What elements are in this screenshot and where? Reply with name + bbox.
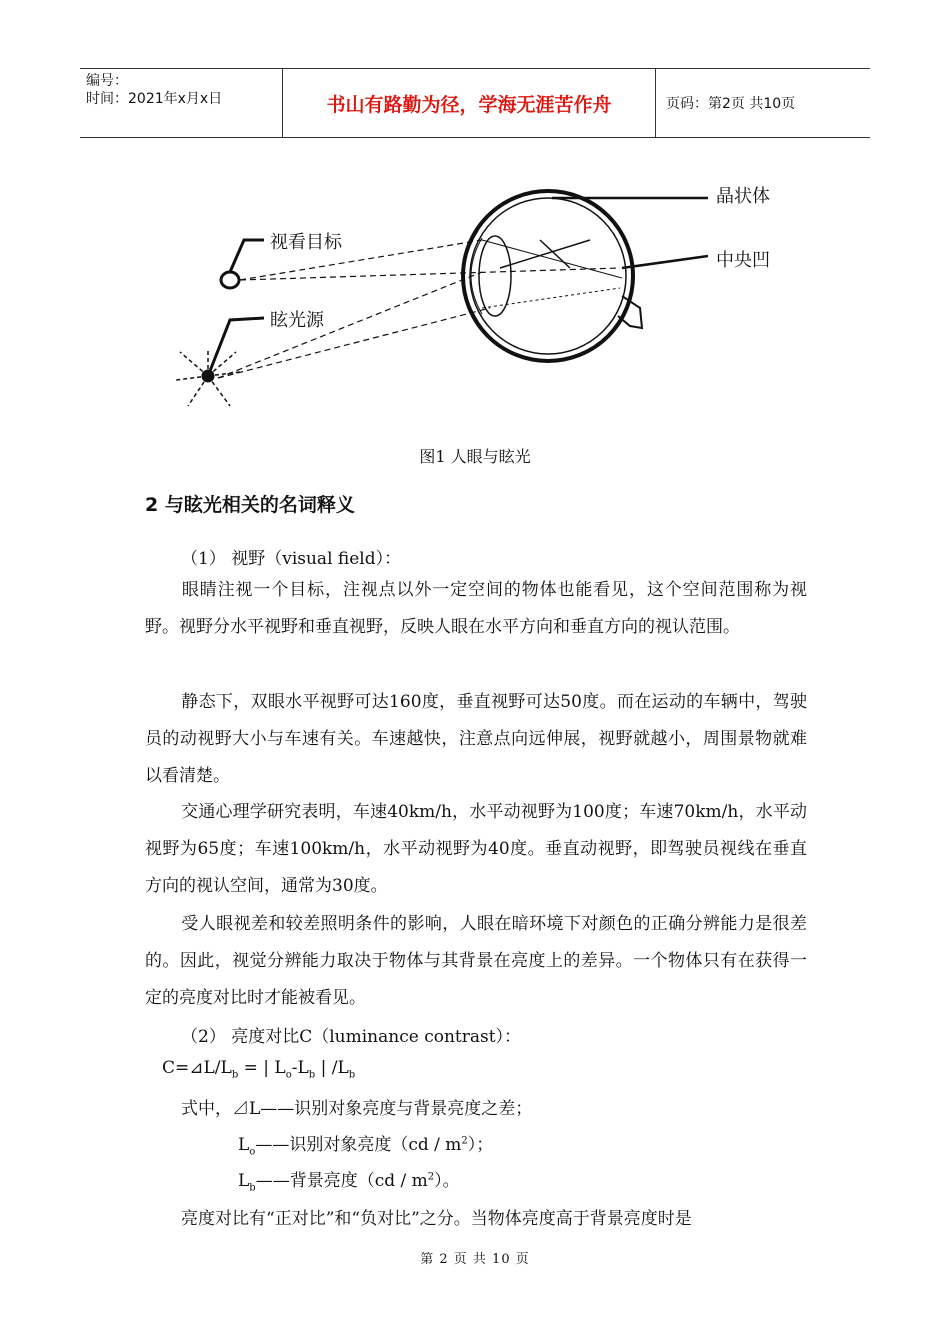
definition-delta-l: 式中，⊿L——识别对象亮度与背景亮度之差；: [181, 1099, 533, 1119]
eyeball-inner: [470, 198, 626, 354]
definition-lo: $L_o——$识别对象亮度$(cd / m^2)$；: [238, 1135, 494, 1158]
formula: $C=⊿L/L_b$ = | $L_o-L_b$ | $/L_b$: [162, 1058, 356, 1081]
time-label: 时间：2021年x月x日: [86, 91, 223, 107]
label-target: 视看目标: [270, 232, 342, 253]
paragraph-1: 眼睛注视一个目标，注视点以外一定空间的物体也能看见，这个空间范围称为视野。视野分水平视野和垂直视野，反映人眼在水平方向和垂直方向的视认范围。: [145, 580, 807, 637]
page-footer: 第 2 页 共 10 页: [420, 1252, 530, 1267]
eye-glare-figure: [160, 168, 800, 418]
item2-title: （2） 亮度对比C（luminance contrast）：: [181, 1027, 522, 1047]
fovea-leader: [622, 256, 708, 268]
glare-leader: [208, 318, 264, 376]
definition-lb: $L_b——$背景亮度$(cd / m^2)$。: [238, 1171, 460, 1194]
ray-refract-2: [482, 288, 620, 308]
paragraph-2: 静态下，双眼水平视野可达160度，垂直视野可达50度。而在运动的车辆中，驾驶员的动视野大小与车速有关。车速越快，注意点向远伸展，视野就越小，周围景物就难以看清楚。: [145, 692, 807, 786]
last-line: 亮度对比有“正对比”和“负对比”之分。当物体亮度高于背景亮度时是: [181, 1209, 692, 1229]
section-title: 2 与眩光相关的名词释义: [145, 494, 355, 516]
target-object: [221, 272, 239, 288]
number-label: 编号：: [86, 73, 128, 89]
eye-diagram: [160, 168, 800, 418]
header-motto: 书山有路勤为径，学海无涯苦作舟: [282, 69, 656, 137]
label-glare-source: 眩光源: [270, 310, 324, 331]
item1-title: （1） 视野（visual field）：: [181, 549, 402, 569]
glare-source-dot: [202, 370, 214, 382]
paragraph-3: 交通心理学研究表明，车速40km/h，水平动视野为100度；车速70km/h，水平动视野为65度；车速100km/h，水平动视野为40度。垂直动视野，即驾驶员视线在垂直方向的视认空间，通常为30度。: [145, 802, 807, 896]
page-header: [80, 68, 870, 138]
label-fovea: 中央凹: [716, 250, 770, 271]
ray-glare-upper: [218, 272, 482, 378]
paragraph-4: 受人眼视差和较差照明条件的影响，人眼在暗环境下对颜色的正确分辨能力是很差的。因此，视觉分辨能力取决于物体与其背景在亮度上的差异。一个物体只有在获得一定的亮度对比时才能被看见。: [145, 914, 807, 1008]
header-page-info: 页码：第2页 共10页: [666, 96, 796, 112]
ray-target-center: [240, 268, 620, 280]
eyeball-outline: [463, 191, 633, 361]
figure-caption: 图1 人眼与眩光: [419, 447, 531, 466]
target-leader: [230, 240, 264, 272]
label-lens: 晶状体: [716, 186, 770, 207]
header-meta: [80, 69, 282, 137]
ray-refract-1: [482, 240, 622, 278]
